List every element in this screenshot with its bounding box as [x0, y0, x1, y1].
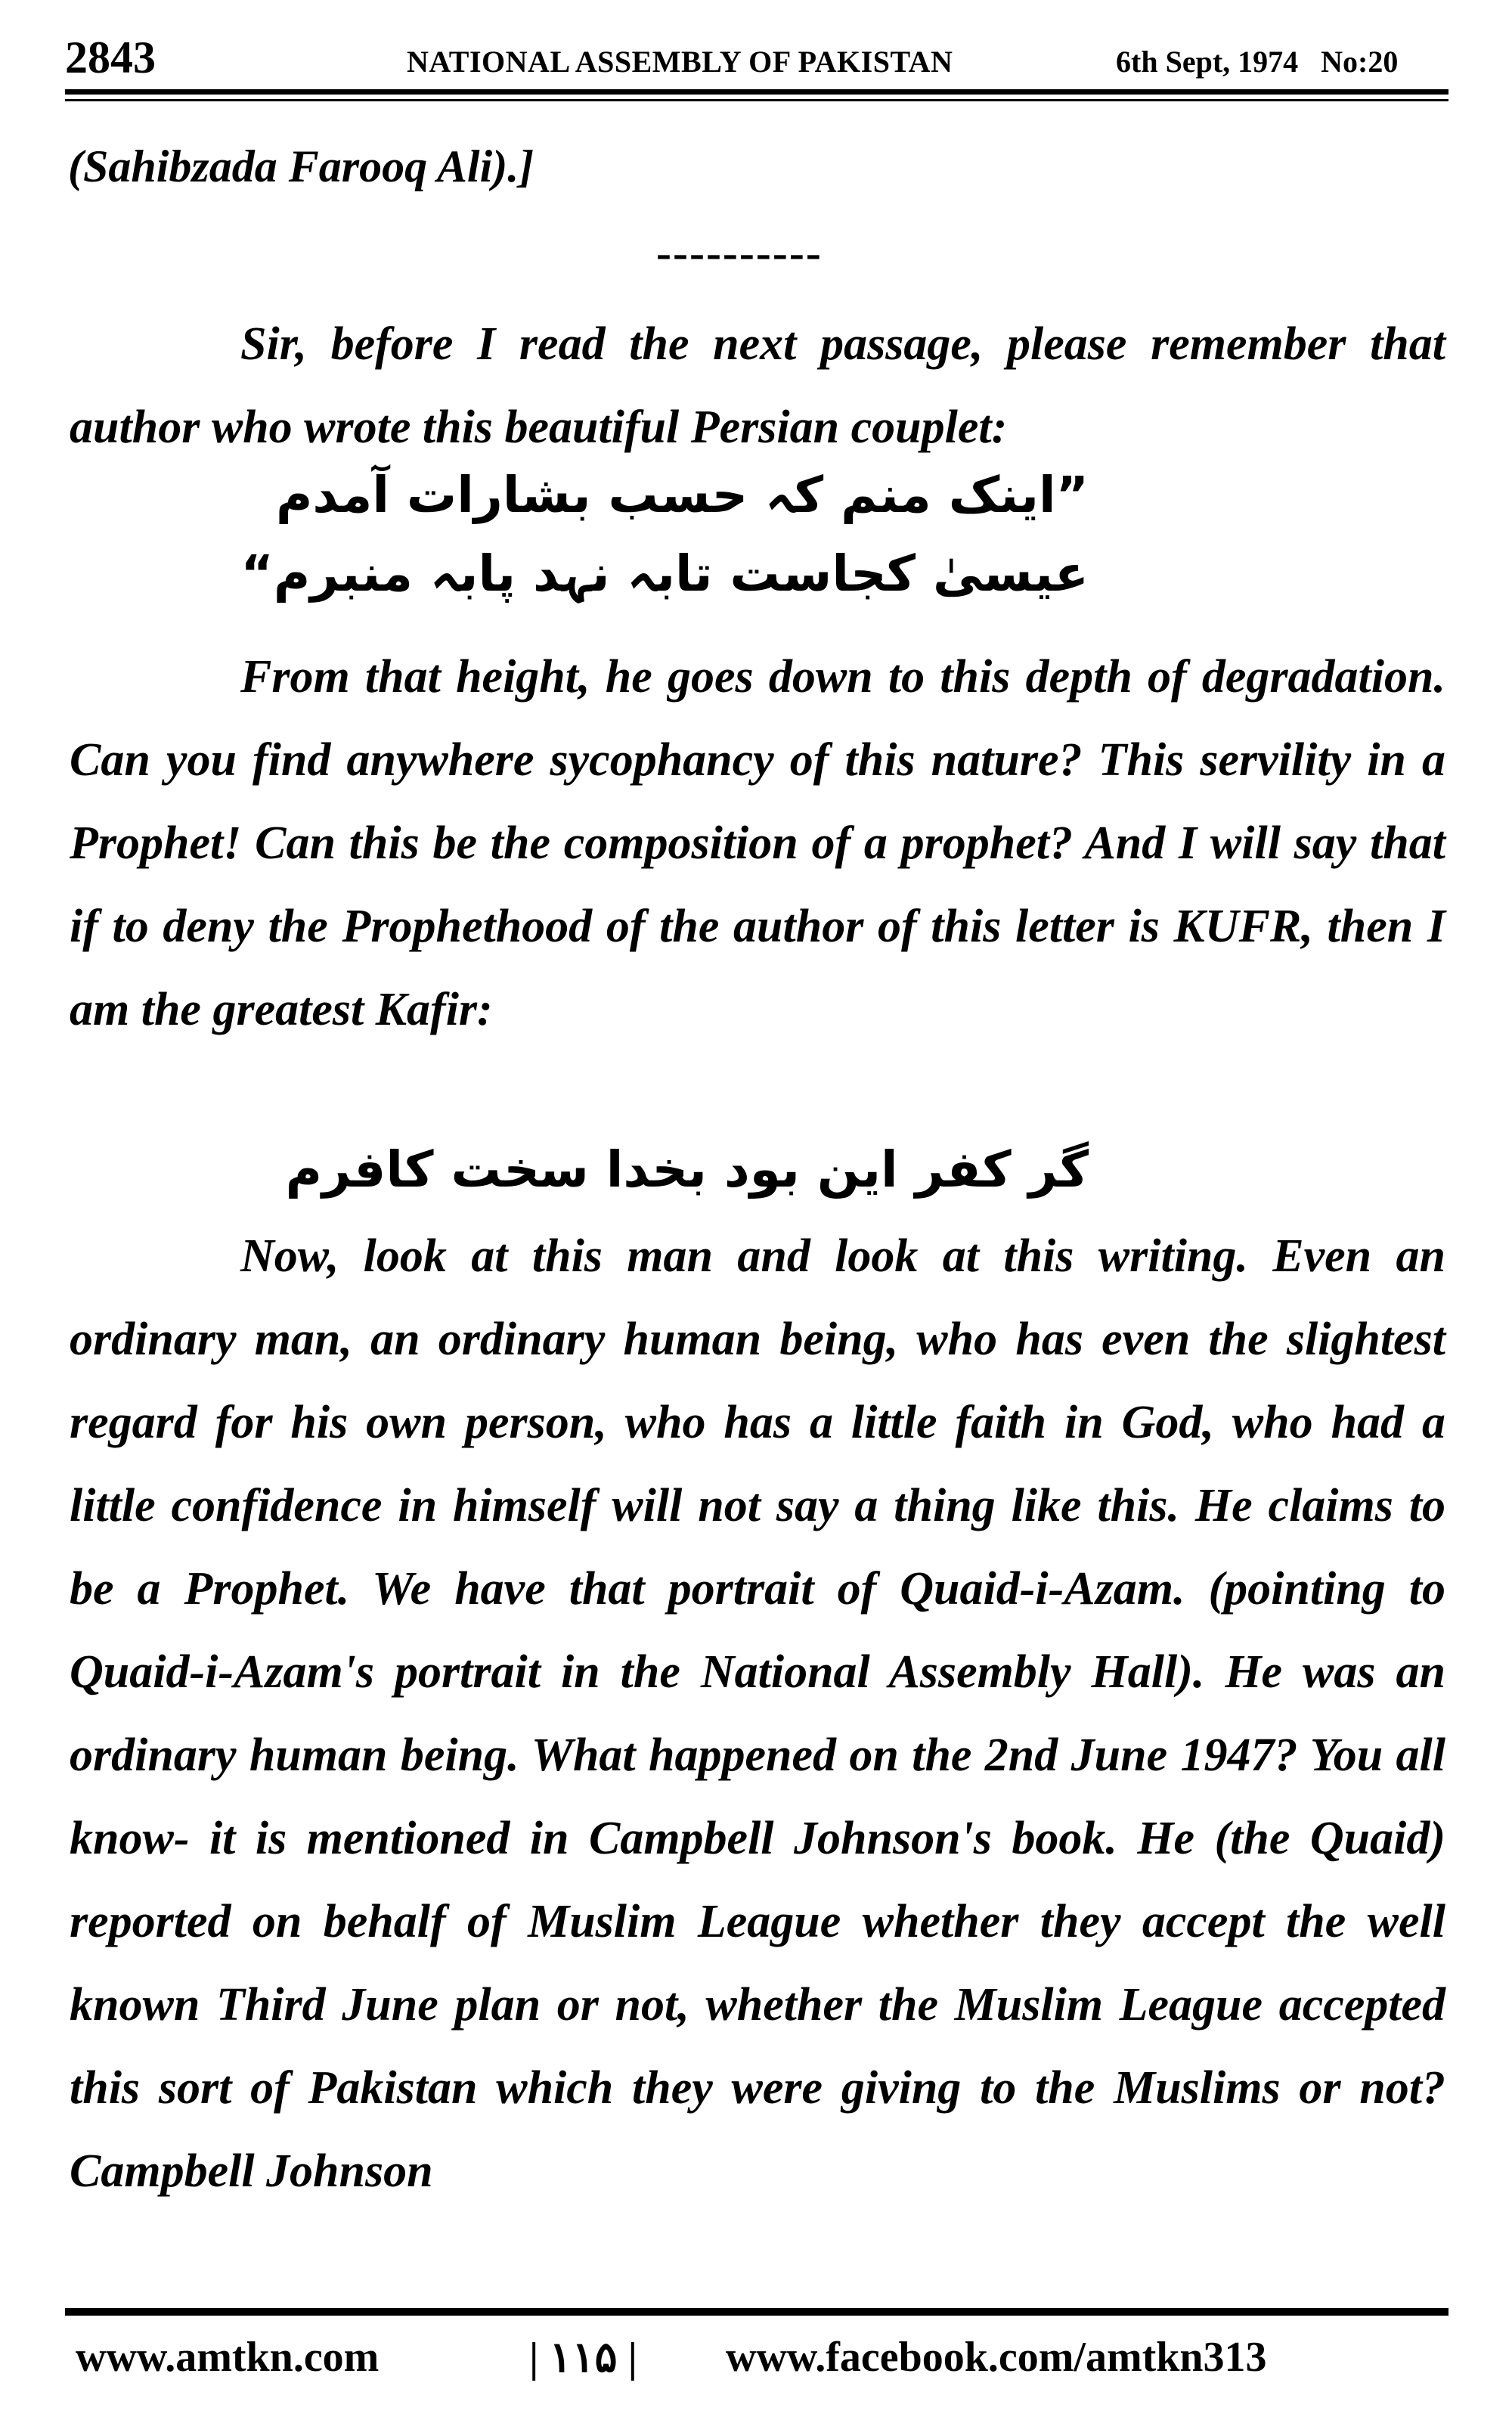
paragraph-3-block — [70, 1215, 1445, 2213]
footer-facebook-link[interactable]: www.facebook.com/amtkn313 — [726, 2334, 1267, 2381]
persian-couplet-line-2: عیسیٰ کجاست تابہ نہد پابہ منبرم“ — [240, 544, 1089, 603]
speaker-attribution: (Sahibzada Farooq Ali).] — [68, 141, 534, 191]
header-rule-thin — [65, 99, 1448, 101]
paragraph-1: Sir, before I read the next passage, please remember that author who wrote this beautiful Persian couplet: — [70, 318, 1445, 453]
page-footer — [76, 2333, 1452, 2394]
header-date-issue: 6th Sept, 1974 No:20 — [1116, 45, 1399, 79]
footer-rule — [65, 2308, 1448, 2316]
footer-website-link[interactable]: www.amtkn.com — [76, 2334, 380, 2381]
paragraph-1-block — [70, 302, 1445, 469]
header-rule-thick — [65, 89, 1448, 95]
persian-verse: گر کفر این بود بخدا سخت کافرم — [285, 1140, 1089, 1199]
page-number: 2843 — [65, 33, 156, 82]
page-header — [65, 32, 1448, 85]
paragraph-3: Now, look at this man and look at this writing. Even an ordinary man, an ordinary human being, who has even the slightest regard for his own person, who has a little faith in God, who had a little confidence in himself will not say a thing like this. He claims to be a Prophet. We have that portrait of Quaid-i-Azam. (pointing to Quaid-i-Azam's portrait in the National Assembly Hall). He was an ordinary human being. What happened on the 2nd June 1947? You all know- it is mentioned in Campbell Johnson's book. He (the Quaid) reported on behalf of Muslim League whether they accept the well known Third June plan or not, whether the Muslim League accepted this sort of Pakistan which they were giving to the Muslims or not? Campbell Johnson — [70, 1230, 1445, 2197]
paragraph-2-block — [70, 635, 1445, 1051]
header-title: NATIONAL ASSEMBLY OF PAKISTAN — [407, 45, 953, 79]
footer-page-marker: | ١١۵ | — [529, 2335, 637, 2381]
persian-couplet-line-1: ”اینک منم کہ حسب بشارات آمدم — [275, 466, 1089, 524]
section-separator: ---------- — [656, 228, 823, 278]
paragraph-2: From that height, he goes down to this depth of degradation. Can you find anywhere sycophancy of this nature? This servility in a Prophet! Can this be the composition of a prophet? And I will say that if to deny the Prophethood of the author of this letter is KUFR, then I am the greatest Kafir: — [70, 651, 1445, 1035]
